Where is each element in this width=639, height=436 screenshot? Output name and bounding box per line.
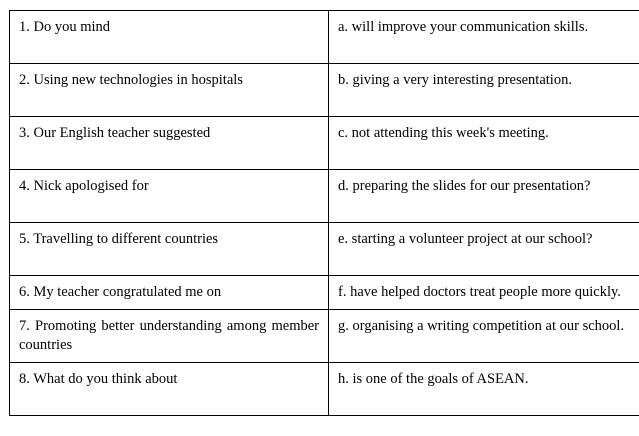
table-cell-left: 1. Do you mind (10, 11, 329, 64)
table-row (10, 223, 639, 276)
table-cell-right: g. organising a writing competition at our school. (329, 310, 639, 363)
table-row (10, 64, 639, 117)
table-cell-left: 2. Using new technologies in hospitals (10, 64, 329, 117)
table-row (10, 363, 639, 416)
table-cell-left: 6. My teacher congratulated me on (10, 276, 329, 310)
table-row (10, 276, 639, 310)
table-cell-right: a. will improve your communication skills. (329, 11, 639, 64)
table-cell-right: c. not attending this week's meeting. (329, 117, 639, 170)
table-cell-right: e. starting a volunteer project at our school? (329, 223, 639, 276)
table-row (10, 11, 639, 64)
table-cell-left: 7. Promoting better understanding among member countries (10, 310, 329, 363)
table-cell-left: 5. Travelling to different countries (10, 223, 329, 276)
matching-exercise-table (9, 10, 639, 416)
table-cell-left: 8. What do you think about (10, 363, 329, 416)
table-row (10, 117, 639, 170)
table-cell-left: 4. Nick apologised for (10, 170, 329, 223)
table-body (10, 11, 639, 416)
table-cell-right: d. preparing the slides for our presentation? (329, 170, 639, 223)
document-page (0, 10, 639, 436)
table-cell-right: b. giving a very interesting presentation. (329, 64, 639, 117)
table-cell-right: h. is one of the goals of ASEAN. (329, 363, 639, 416)
table-row (10, 310, 639, 363)
table-row (10, 170, 639, 223)
table-cell-right: f. have helped doctors treat people more quickly. (329, 276, 639, 310)
table-cell-left: 3. Our English teacher suggested (10, 117, 329, 170)
